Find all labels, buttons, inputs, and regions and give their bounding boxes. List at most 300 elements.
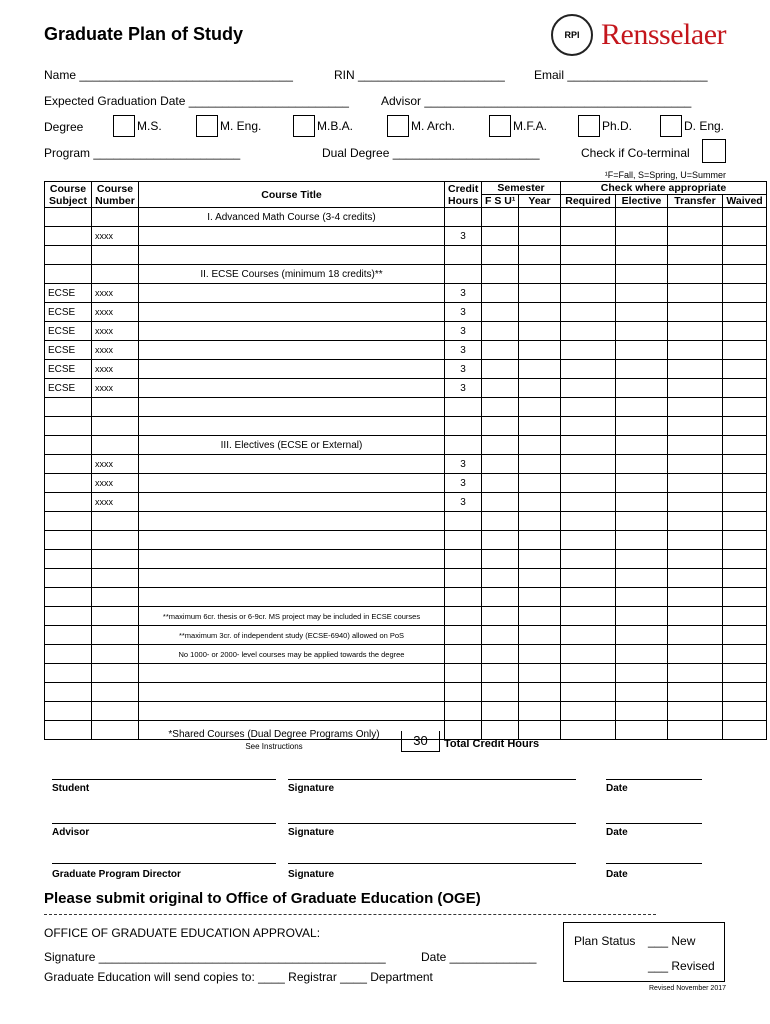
advisor-date-line[interactable] (606, 823, 702, 824)
table-cell[interactable] (616, 493, 668, 512)
table-cell[interactable] (45, 512, 92, 531)
table-cell[interactable] (139, 474, 445, 493)
table-cell[interactable] (139, 588, 445, 607)
credit-hours[interactable]: 3 (445, 379, 482, 398)
table-cell[interactable] (139, 360, 445, 379)
table-cell[interactable] (482, 721, 519, 740)
credit-hours[interactable]: 3 (445, 455, 482, 474)
table-cell[interactable] (45, 436, 92, 455)
table-cell[interactable] (668, 664, 723, 683)
table-cell[interactable] (616, 721, 668, 740)
table-cell[interactable] (45, 493, 92, 512)
table-cell[interactable] (616, 626, 668, 645)
table-cell[interactable] (445, 626, 482, 645)
table-cell[interactable] (445, 512, 482, 531)
table-cell[interactable] (139, 322, 445, 341)
table-cell[interactable] (139, 303, 445, 322)
table-cell[interactable] (616, 588, 668, 607)
table-cell[interactable] (668, 474, 723, 493)
approval-date[interactable]: Date _____________ (421, 950, 537, 964)
table-cell[interactable] (92, 588, 139, 607)
table-cell[interactable] (445, 588, 482, 607)
table-cell[interactable] (482, 360, 519, 379)
graduation-date-field[interactable]: Expected Graduation Date ________________________ (44, 94, 349, 108)
table-cell[interactable] (723, 512, 767, 531)
table-cell[interactable] (482, 284, 519, 303)
table-cell[interactable] (723, 360, 767, 379)
checkbox-icon[interactable] (489, 115, 511, 137)
table-cell[interactable] (616, 265, 668, 284)
table-cell[interactable] (445, 246, 482, 265)
degree-meng[interactable]: M. Eng. (196, 115, 261, 137)
table-cell[interactable] (92, 550, 139, 569)
table-cell[interactable] (482, 265, 519, 284)
table-cell[interactable] (561, 284, 616, 303)
table-cell[interactable] (723, 588, 767, 607)
table-cell[interactable] (723, 626, 767, 645)
table-cell[interactable] (482, 379, 519, 398)
table-cell[interactable] (482, 493, 519, 512)
course-number[interactable]: xxxx (92, 322, 139, 341)
table-cell[interactable] (561, 702, 616, 721)
table-cell[interactable] (668, 227, 723, 246)
table-cell[interactable] (45, 265, 92, 284)
table-cell[interactable] (482, 664, 519, 683)
table-cell[interactable] (519, 284, 561, 303)
table-cell[interactable] (616, 227, 668, 246)
director-line[interactable] (52, 863, 276, 864)
table-cell[interactable] (723, 569, 767, 588)
table-cell[interactable] (616, 208, 668, 227)
table-cell[interactable] (723, 398, 767, 417)
course-number[interactable]: xxxx (92, 455, 139, 474)
table-cell[interactable] (616, 683, 668, 702)
table-cell[interactable] (445, 645, 482, 664)
student-date-line[interactable] (606, 779, 702, 780)
table-cell[interactable] (45, 607, 92, 626)
course-subject[interactable]: ECSE (45, 303, 92, 322)
director-date-line[interactable] (606, 863, 702, 864)
table-cell[interactable] (519, 702, 561, 721)
checkbox-icon[interactable] (578, 115, 600, 137)
table-cell[interactable] (668, 702, 723, 721)
table-cell[interactable] (45, 474, 92, 493)
table-cell[interactable] (519, 569, 561, 588)
credit-hours[interactable]: 3 (445, 227, 482, 246)
table-cell[interactable] (519, 265, 561, 284)
table-cell[interactable] (482, 436, 519, 455)
table-cell[interactable] (561, 721, 616, 740)
table-cell[interactable] (92, 398, 139, 417)
table-cell[interactable] (616, 550, 668, 569)
degree-phd[interactable]: Ph.D. (578, 115, 632, 137)
coterminal-checkbox[interactable] (702, 139, 726, 163)
table-cell[interactable] (616, 360, 668, 379)
table-cell[interactable] (561, 512, 616, 531)
table-cell[interactable] (616, 379, 668, 398)
table-cell[interactable] (561, 626, 616, 645)
course-subject[interactable]: ECSE (45, 379, 92, 398)
table-cell[interactable] (45, 569, 92, 588)
table-cell[interactable] (668, 588, 723, 607)
table-cell[interactable] (482, 303, 519, 322)
table-cell[interactable] (668, 645, 723, 664)
table-cell[interactable] (45, 664, 92, 683)
credit-hours[interactable]: 3 (445, 360, 482, 379)
course-number[interactable]: xxxx (92, 284, 139, 303)
table-cell[interactable] (668, 322, 723, 341)
table-cell[interactable] (482, 531, 519, 550)
table-cell[interactable] (561, 303, 616, 322)
table-cell[interactable] (445, 664, 482, 683)
table-cell[interactable] (45, 702, 92, 721)
table-cell[interactable] (723, 379, 767, 398)
table-cell[interactable] (519, 550, 561, 569)
table-cell[interactable] (616, 284, 668, 303)
table-cell[interactable] (668, 436, 723, 455)
table-cell[interactable] (519, 227, 561, 246)
table-cell[interactable] (616, 246, 668, 265)
table-cell[interactable] (445, 398, 482, 417)
table-cell[interactable] (561, 398, 616, 417)
table-cell[interactable] (482, 322, 519, 341)
table-cell[interactable] (616, 607, 668, 626)
table-cell[interactable] (668, 683, 723, 702)
checkbox-icon[interactable] (113, 115, 135, 137)
degree-ms[interactable]: M.S. (113, 115, 162, 137)
table-cell[interactable] (519, 208, 561, 227)
table-cell[interactable] (561, 645, 616, 664)
table-cell[interactable] (561, 417, 616, 436)
plan-status-revised[interactable]: ___ Revised (648, 959, 715, 973)
table-cell[interactable] (519, 531, 561, 550)
table-cell[interactable] (723, 208, 767, 227)
course-number[interactable]: xxxx (92, 227, 139, 246)
table-cell[interactable] (668, 341, 723, 360)
table-cell[interactable] (723, 550, 767, 569)
table-cell[interactable] (519, 246, 561, 265)
table-cell[interactable] (668, 398, 723, 417)
table-cell[interactable] (92, 721, 139, 740)
table-cell[interactable] (668, 626, 723, 645)
table-cell[interactable] (723, 607, 767, 626)
table-cell[interactable] (92, 512, 139, 531)
table-cell[interactable] (723, 284, 767, 303)
checkbox-icon[interactable] (660, 115, 682, 137)
table-cell[interactable] (561, 607, 616, 626)
table-cell[interactable] (723, 417, 767, 436)
table-cell[interactable] (482, 512, 519, 531)
table-cell[interactable] (139, 455, 445, 474)
table-cell[interactable] (139, 683, 445, 702)
table-cell[interactable] (519, 645, 561, 664)
table-cell[interactable] (482, 474, 519, 493)
table-cell[interactable] (519, 398, 561, 417)
table-cell[interactable] (482, 398, 519, 417)
course-number[interactable]: xxxx (92, 379, 139, 398)
table-cell[interactable] (45, 550, 92, 569)
table-cell[interactable] (561, 588, 616, 607)
table-cell[interactable] (519, 588, 561, 607)
table-cell[interactable] (139, 246, 445, 265)
table-cell[interactable] (561, 227, 616, 246)
table-cell[interactable] (92, 607, 139, 626)
student-signature-line[interactable] (288, 779, 576, 780)
table-cell[interactable] (92, 246, 139, 265)
table-cell[interactable] (519, 683, 561, 702)
table-cell[interactable] (723, 645, 767, 664)
table-cell[interactable] (561, 341, 616, 360)
table-cell[interactable] (445, 702, 482, 721)
checkbox-icon[interactable] (196, 115, 218, 137)
course-number[interactable]: xxxx (92, 493, 139, 512)
table-cell[interactable] (45, 246, 92, 265)
table-cell[interactable] (561, 493, 616, 512)
table-cell[interactable] (668, 512, 723, 531)
table-cell[interactable] (45, 455, 92, 474)
table-cell[interactable] (616, 398, 668, 417)
table-cell[interactable] (723, 683, 767, 702)
course-number[interactable]: xxxx (92, 341, 139, 360)
table-cell[interactable] (561, 550, 616, 569)
table-cell[interactable] (445, 417, 482, 436)
credit-hours[interactable]: 3 (445, 493, 482, 512)
table-cell[interactable] (668, 208, 723, 227)
table-cell[interactable] (139, 284, 445, 303)
table-cell[interactable] (616, 569, 668, 588)
table-cell[interactable] (45, 227, 92, 246)
table-cell[interactable] (519, 455, 561, 474)
copies-note[interactable]: Graduate Education will send copies to: ____ Registrar ____ Department (44, 970, 433, 984)
table-cell[interactable] (616, 436, 668, 455)
table-cell[interactable] (139, 417, 445, 436)
course-number[interactable]: xxxx (92, 474, 139, 493)
table-cell[interactable] (92, 265, 139, 284)
table-cell[interactable] (482, 341, 519, 360)
table-cell[interactable] (139, 493, 445, 512)
table-cell[interactable] (723, 227, 767, 246)
table-cell[interactable] (92, 645, 139, 664)
credit-hours[interactable]: 3 (445, 474, 482, 493)
table-cell[interactable] (92, 683, 139, 702)
table-cell[interactable] (445, 208, 482, 227)
table-cell[interactable] (45, 531, 92, 550)
table-cell[interactable] (139, 398, 445, 417)
table-cell[interactable] (561, 436, 616, 455)
table-cell[interactable] (482, 607, 519, 626)
dual-degree-field[interactable]: Dual Degree ______________________ (322, 146, 540, 160)
table-cell[interactable] (723, 436, 767, 455)
advisor-line[interactable] (52, 823, 276, 824)
table-cell[interactable] (616, 322, 668, 341)
degree-mba[interactable]: M.B.A. (293, 115, 353, 137)
table-cell[interactable] (723, 341, 767, 360)
table-cell[interactable] (561, 455, 616, 474)
degree-march[interactable]: M. Arch. (387, 115, 455, 137)
table-cell[interactable] (519, 474, 561, 493)
table-cell[interactable] (668, 721, 723, 740)
table-cell[interactable] (139, 550, 445, 569)
table-cell[interactable] (519, 607, 561, 626)
table-cell[interactable] (92, 626, 139, 645)
table-cell[interactable] (616, 531, 668, 550)
table-cell[interactable] (482, 208, 519, 227)
table-cell[interactable] (668, 360, 723, 379)
table-cell[interactable] (482, 246, 519, 265)
table-cell[interactable] (519, 626, 561, 645)
program-field[interactable]: Program ______________________ (44, 146, 241, 160)
table-cell[interactable] (92, 664, 139, 683)
table-cell[interactable] (445, 683, 482, 702)
table-cell[interactable] (561, 246, 616, 265)
table-cell[interactable] (668, 417, 723, 436)
table-cell[interactable] (482, 417, 519, 436)
credit-hours[interactable]: 3 (445, 284, 482, 303)
table-cell[interactable] (482, 683, 519, 702)
table-cell[interactable] (519, 436, 561, 455)
course-subject[interactable]: ECSE (45, 360, 92, 379)
table-cell[interactable] (668, 550, 723, 569)
table-cell[interactable] (561, 531, 616, 550)
table-cell[interactable] (139, 664, 445, 683)
table-cell[interactable] (616, 702, 668, 721)
rin-field[interactable]: RIN ______________________ (334, 68, 505, 82)
table-cell[interactable] (668, 607, 723, 626)
table-cell[interactable] (45, 417, 92, 436)
table-cell[interactable] (45, 208, 92, 227)
table-cell[interactable] (616, 645, 668, 664)
table-cell[interactable] (445, 436, 482, 455)
table-cell[interactable] (45, 588, 92, 607)
table-cell[interactable] (723, 246, 767, 265)
table-cell[interactable] (482, 227, 519, 246)
email-field[interactable]: Email _____________________ (534, 68, 708, 82)
table-cell[interactable] (519, 360, 561, 379)
table-cell[interactable] (519, 303, 561, 322)
table-cell[interactable] (561, 208, 616, 227)
approval-signature[interactable]: Signature ___________________________________________ (44, 950, 386, 964)
table-cell[interactable] (139, 531, 445, 550)
table-cell[interactable] (616, 664, 668, 683)
table-cell[interactable] (482, 588, 519, 607)
table-cell[interactable] (668, 455, 723, 474)
table-cell[interactable] (723, 303, 767, 322)
course-subject[interactable]: ECSE (45, 322, 92, 341)
table-cell[interactable] (139, 702, 445, 721)
degree-deng[interactable]: D. Eng. (660, 115, 724, 137)
table-cell[interactable] (92, 531, 139, 550)
checkbox-icon[interactable] (293, 115, 315, 137)
table-cell[interactable] (139, 569, 445, 588)
table-cell[interactable] (561, 569, 616, 588)
table-cell[interactable] (519, 322, 561, 341)
table-cell[interactable] (561, 360, 616, 379)
table-cell[interactable] (139, 227, 445, 246)
table-cell[interactable] (561, 664, 616, 683)
table-cell[interactable] (616, 341, 668, 360)
table-cell[interactable] (723, 265, 767, 284)
course-number[interactable]: xxxx (92, 360, 139, 379)
table-cell[interactable] (482, 550, 519, 569)
table-cell[interactable] (482, 645, 519, 664)
checkbox-icon[interactable] (387, 115, 409, 137)
table-cell[interactable] (45, 626, 92, 645)
director-signature-line[interactable] (288, 863, 576, 864)
advisor-signature-line[interactable] (288, 823, 576, 824)
table-cell[interactable] (445, 531, 482, 550)
table-cell[interactable] (482, 626, 519, 645)
table-cell[interactable] (445, 607, 482, 626)
advisor-field[interactable]: Advisor ________________________________________ (381, 94, 692, 108)
table-cell[interactable] (445, 569, 482, 588)
table-cell[interactable] (92, 569, 139, 588)
course-number[interactable]: xxxx (92, 303, 139, 322)
table-cell[interactable] (139, 379, 445, 398)
credit-hours[interactable]: 3 (445, 303, 482, 322)
table-cell[interactable] (45, 721, 92, 740)
table-cell[interactable] (723, 721, 767, 740)
table-cell[interactable] (723, 455, 767, 474)
table-cell[interactable] (561, 683, 616, 702)
table-cell[interactable] (445, 265, 482, 284)
table-cell[interactable] (668, 493, 723, 512)
table-cell[interactable] (482, 702, 519, 721)
table-cell[interactable] (668, 265, 723, 284)
table-cell[interactable] (519, 379, 561, 398)
table-cell[interactable] (616, 455, 668, 474)
course-subject[interactable]: ECSE (45, 284, 92, 303)
plan-status-new[interactable]: ___ New (648, 934, 696, 948)
table-cell[interactable] (519, 341, 561, 360)
table-cell[interactable] (445, 550, 482, 569)
table-cell[interactable] (616, 303, 668, 322)
table-cell[interactable] (139, 341, 445, 360)
table-cell[interactable] (92, 417, 139, 436)
table-cell[interactable] (519, 721, 561, 740)
table-cell[interactable] (482, 569, 519, 588)
table-cell[interactable] (668, 284, 723, 303)
table-cell[interactable] (616, 474, 668, 493)
course-subject[interactable]: ECSE (45, 341, 92, 360)
table-cell[interactable] (92, 436, 139, 455)
table-cell[interactable] (723, 702, 767, 721)
table-cell[interactable] (561, 379, 616, 398)
table-cell[interactable] (668, 379, 723, 398)
table-cell[interactable] (45, 683, 92, 702)
table-cell[interactable] (92, 208, 139, 227)
table-cell[interactable] (482, 455, 519, 474)
table-cell[interactable] (519, 417, 561, 436)
name-field[interactable]: Name ________________________________ (44, 68, 293, 82)
credit-hours[interactable]: 3 (445, 322, 482, 341)
table-cell[interactable] (519, 512, 561, 531)
table-cell[interactable] (616, 417, 668, 436)
credit-hours[interactable]: 3 (445, 341, 482, 360)
table-cell[interactable] (139, 512, 445, 531)
table-cell[interactable] (45, 645, 92, 664)
table-cell[interactable] (723, 664, 767, 683)
student-line[interactable] (52, 779, 276, 780)
table-cell[interactable] (92, 702, 139, 721)
table-cell[interactable] (668, 303, 723, 322)
table-cell[interactable] (723, 531, 767, 550)
table-cell[interactable] (519, 664, 561, 683)
degree-mfa[interactable]: M.F.A. (489, 115, 547, 137)
table-cell[interactable] (445, 721, 482, 740)
table-cell[interactable] (616, 512, 668, 531)
table-cell[interactable] (45, 398, 92, 417)
table-cell[interactable] (723, 322, 767, 341)
